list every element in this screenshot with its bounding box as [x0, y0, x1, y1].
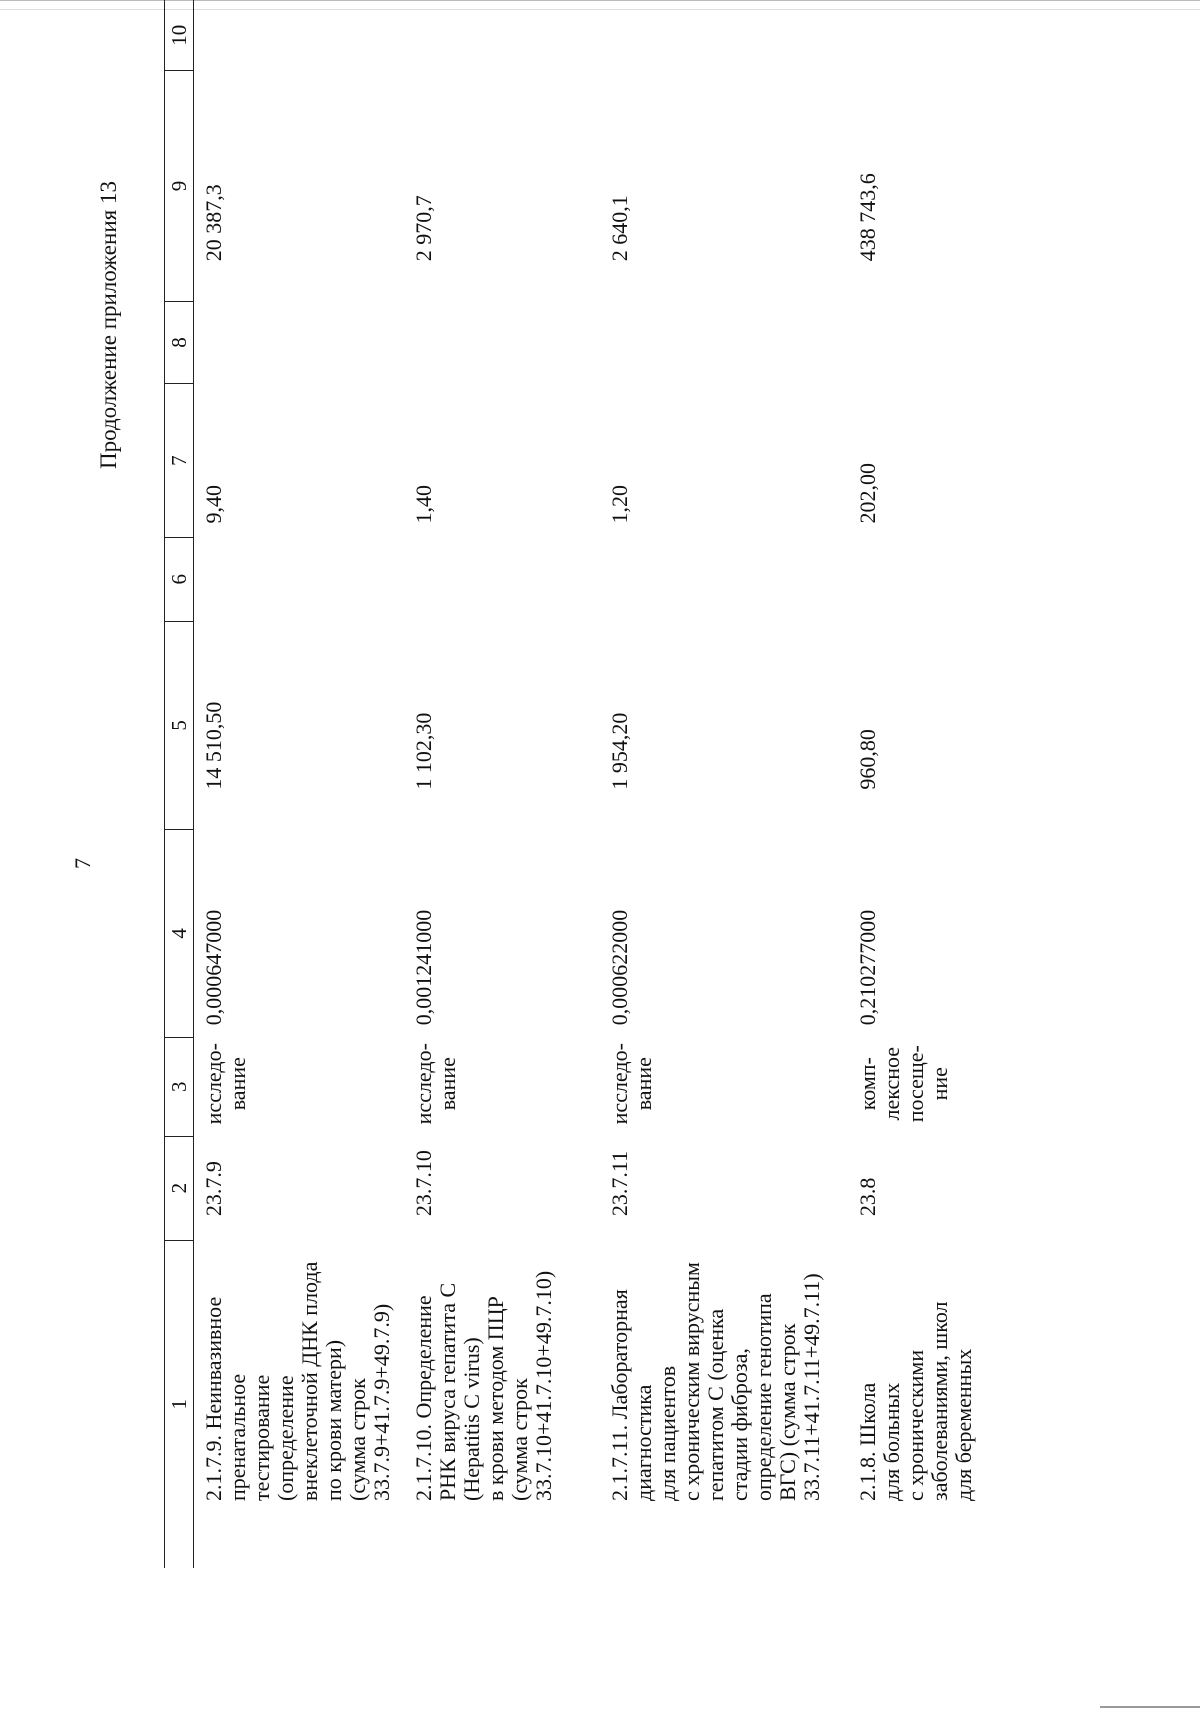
row-col-4: 0,001241000 — [411, 909, 436, 1026]
row-col-4: 0,000647000 — [201, 909, 226, 1026]
row-name-line: ВГС) (сумма строк — [775, 1323, 800, 1501]
row-name-line: 2.1.7.10. Определение — [411, 1295, 436, 1501]
row-name-line: для больных — [879, 1382, 904, 1501]
header-cell-7: 7 — [165, 384, 194, 538]
row-col-8 — [848, 301, 996, 384]
row-name-cell — [404, 1240, 600, 1568]
row-name-line: в крови методом ПЦР — [483, 1296, 508, 1501]
row-name-line: для беременных — [951, 1348, 976, 1501]
header-cell-3: 3 — [165, 1037, 194, 1136]
row-col-6 — [848, 537, 996, 621]
row-code: 23.7.9 — [201, 1161, 226, 1217]
row-unit-line: ние — [927, 1067, 952, 1101]
header-row — [165, 0, 194, 1568]
row-name-line: 33.7.9+41.7.9+49.7.9) — [369, 1303, 394, 1501]
header-cell-5: 5 — [165, 621, 194, 829]
row-col-4: 0,210277000 — [855, 909, 880, 1026]
row-unit-line: посеще- — [903, 1045, 928, 1123]
row-unit — [848, 1037, 996, 1136]
row-unit-line: лексное — [879, 1046, 904, 1121]
row-col-8 — [600, 301, 848, 384]
row-name-line: для пациентов — [655, 1365, 680, 1501]
row-name-line: 2.1.7.9. Неинвазивное — [201, 1296, 226, 1501]
table-row — [404, 0, 600, 1568]
row-unit-line: исследо- — [411, 1043, 436, 1125]
row-name-line: с хроническими — [903, 1349, 928, 1501]
row-col-9: 438 743,6 — [855, 173, 880, 262]
page-number: 7 — [70, 858, 95, 869]
row-name-cell — [848, 1240, 996, 1568]
row-name-line: (Hepatitis C virus) — [459, 1337, 484, 1501]
row-name-line: 2.1.8. Школа — [855, 1382, 880, 1501]
row-col-5: 1 954,20 — [607, 712, 632, 790]
header-cell-1: 1 — [165, 1240, 194, 1568]
row-name-line: (сумма строк — [507, 1378, 532, 1501]
row-name-line: (определение — [273, 1375, 298, 1501]
row-unit — [404, 1037, 600, 1136]
row-unit-line: комп- — [855, 1057, 880, 1111]
row-name-cell — [600, 1240, 848, 1568]
header-cell-8: 8 — [165, 301, 194, 384]
row-name-cell — [194, 1240, 405, 1568]
row-name-line: диагностика — [631, 1384, 656, 1501]
row-name-line: стадии фиброза, — [727, 1348, 752, 1501]
row-col-6 — [600, 537, 848, 621]
row-col-9: 20 387,3 — [201, 184, 226, 262]
row-name-line: по крови матери) — [321, 1339, 346, 1501]
row-col-10 — [404, 0, 600, 71]
row-col-10 — [848, 0, 996, 71]
row-col-6 — [194, 537, 405, 621]
row-name-line: РНК вируса гепатита С — [435, 1282, 460, 1501]
row-unit-line: исследо- — [201, 1043, 226, 1125]
row-unit — [600, 1037, 848, 1136]
row-unit-line: вание — [435, 1057, 460, 1111]
table-row — [848, 0, 996, 1568]
row-col-7: 1,20 — [607, 484, 632, 524]
row-name-line: внеклеточной ДНК плода — [297, 1261, 322, 1501]
row-col-5: 14 510,50 — [201, 701, 226, 790]
header-cell-10: 10 — [165, 0, 194, 71]
row-name-line: определение генотипа — [751, 1293, 776, 1501]
row-col-10 — [600, 0, 848, 71]
row-name-line: 33.7.11+41.7.11+49.7.11) — [799, 1273, 824, 1501]
row-name-line: 33.7.10+41.7.10+49.7.10) — [531, 1270, 556, 1501]
row-name-line: 2.1.7.11. Лабораторная — [607, 1289, 632, 1501]
row-name-line: пренатальное — [225, 1373, 250, 1501]
row-col-7: 202,00 — [855, 462, 880, 524]
row-name-line: заболеваниями, школ — [927, 1301, 952, 1501]
header-cell-4: 4 — [165, 830, 194, 1038]
header-cell-2: 2 — [165, 1136, 194, 1240]
row-col-9: 2 640,1 — [607, 195, 632, 262]
row-code: 23.8 — [855, 1177, 880, 1217]
table-row — [194, 0, 405, 1568]
row-col-10 — [194, 0, 405, 71]
row-col-8 — [194, 301, 405, 384]
row-col-5: 960,80 — [855, 729, 880, 790]
row-col-7: 9,40 — [201, 484, 226, 524]
row-col-7: 1,40 — [411, 484, 436, 524]
row-name-line: тестирование — [249, 1374, 274, 1501]
row-name-line: (сумма строк — [345, 1378, 370, 1501]
header-cell-6: 6 — [165, 537, 194, 621]
row-name-line: гепатитом С (оценка — [703, 1308, 728, 1501]
row-unit-line: исследо- — [607, 1043, 632, 1125]
row-name-line: с хроническим вирусным — [679, 1262, 704, 1501]
header-cell-9: 9 — [165, 71, 194, 301]
row-unit-line: вание — [631, 1057, 656, 1111]
row-col-9: 2 970,7 — [411, 195, 436, 262]
row-unit — [194, 1037, 405, 1136]
row-unit-line: вание — [225, 1057, 250, 1111]
row-col-4: 0,000622000 — [607, 909, 632, 1026]
data-table — [164, 0, 996, 1568]
table-row — [600, 0, 848, 1568]
row-code: 23.7.11 — [607, 1150, 632, 1217]
row-col-6 — [404, 537, 600, 621]
row-col-8 — [404, 301, 600, 384]
row-col-5: 1 102,30 — [411, 712, 436, 790]
row-code: 23.7.10 — [411, 1150, 436, 1217]
continuation-note: Продолжение приложения 13 — [96, 181, 121, 469]
